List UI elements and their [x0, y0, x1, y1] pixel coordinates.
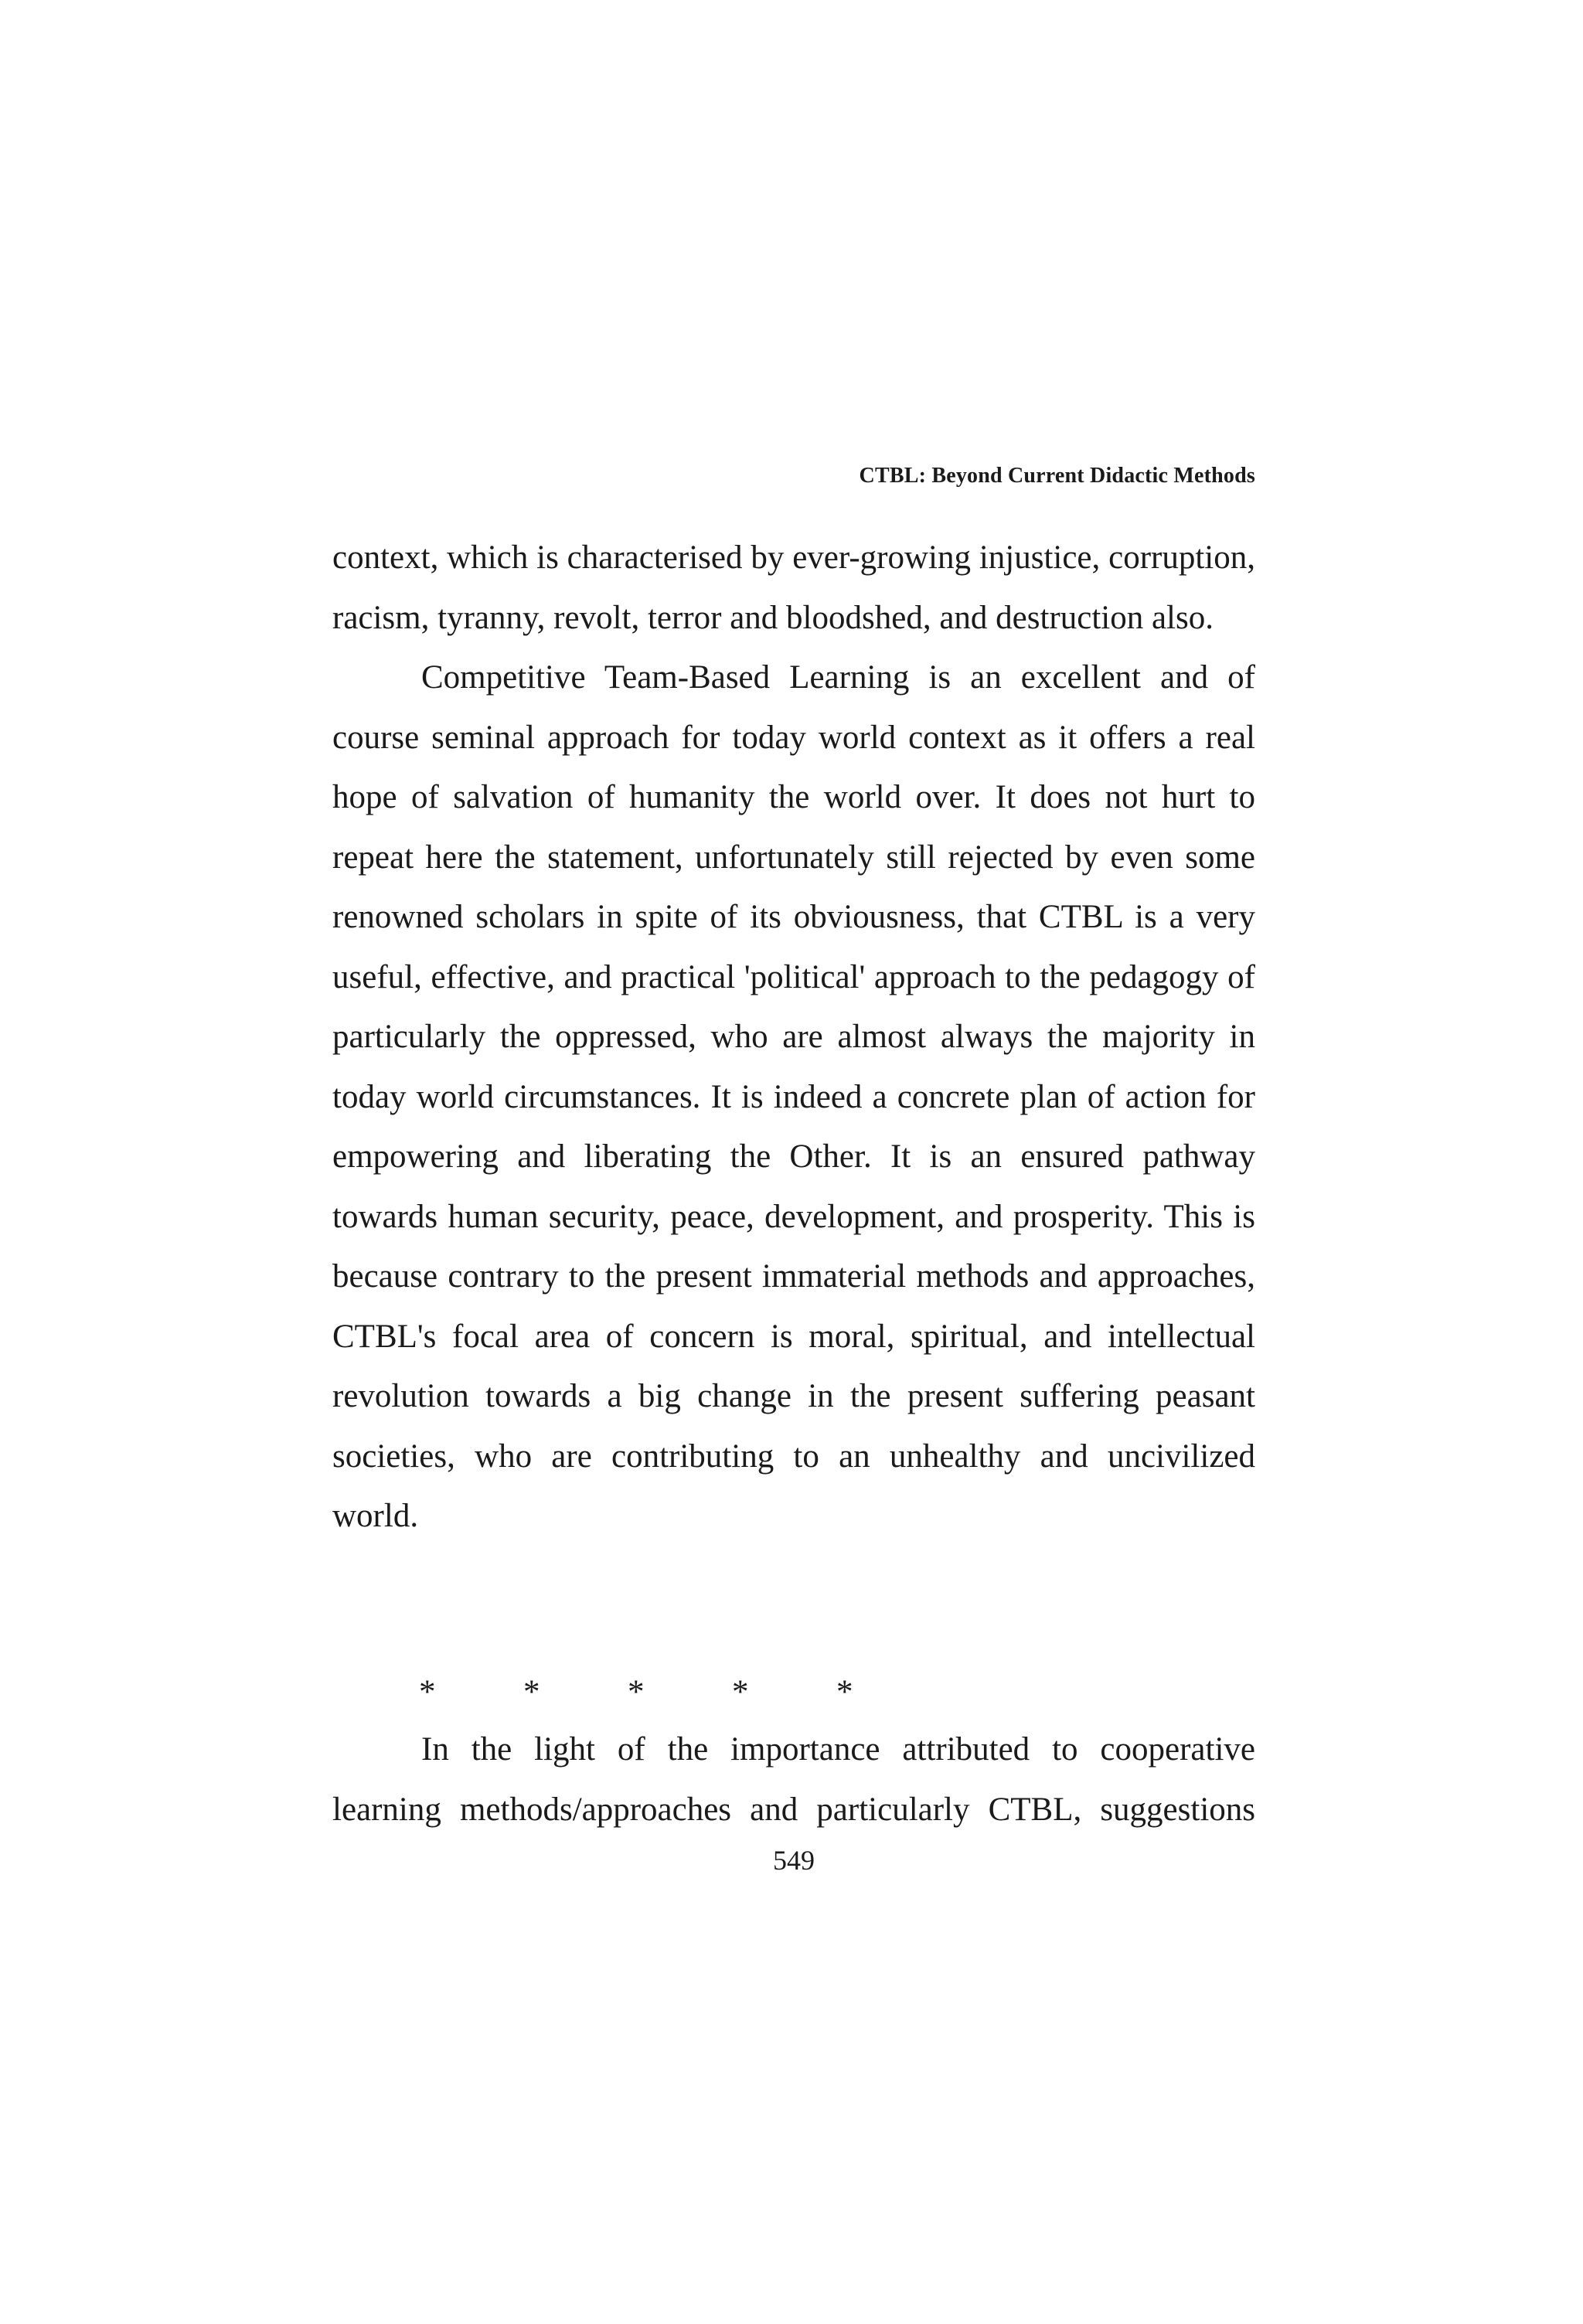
separator-asterisk: * — [419, 1674, 436, 1710]
separator-asterisk: * — [523, 1674, 540, 1710]
separator-asterisk: * — [628, 1674, 645, 1710]
body-text-continued — [332, 1720, 1255, 1839]
paragraph-suggestions: In the light of the importance attributed to cooperative learning methods/approaches and particularly CTBL, suggestions — [332, 1731, 1255, 1828]
separator-asterisk: * — [836, 1674, 853, 1710]
paragraph-ctbl-approach: Competitive Team-Based Learning is an excellent and of course seminal approach for today world context as it offers a real hope of salvation of humanity the world over. It does not hurt to repeat here the statement, unfortunately still rejected by even some renowned scholars in spite of its obviousness, that CTBL is a very useful, effective, and practical 'political' approach to the pedagogy of particularly the oppressed, who are almost always the majority in today world circumstances. It is indeed a concrete plan of action for empowering and liberating the Other. It is an ensured pathway towards human security, peace, development, and prosperity. This is because contrary to the present immaterial methods and approaches, CTBL's focal area of concern is moral, spiritual, and intellectual revolution towards a big change in the present suffering peasant societies, who are contributing to an unhealthy and uncivilized world. — [332, 659, 1255, 1534]
paragraph-continuation: context, which is characterised by ever-growing injustice, corruption, racism, tyranny, revolt, terror and bloodshed, and destruction also. — [332, 539, 1255, 636]
running-header: CTBL: Beyond Current Didactic Methods — [859, 464, 1255, 488]
section-separator — [332, 1669, 1255, 1716]
page-number: 549 — [773, 1845, 815, 1876]
separator-asterisk: * — [732, 1674, 749, 1710]
body-text — [332, 528, 1255, 1546]
